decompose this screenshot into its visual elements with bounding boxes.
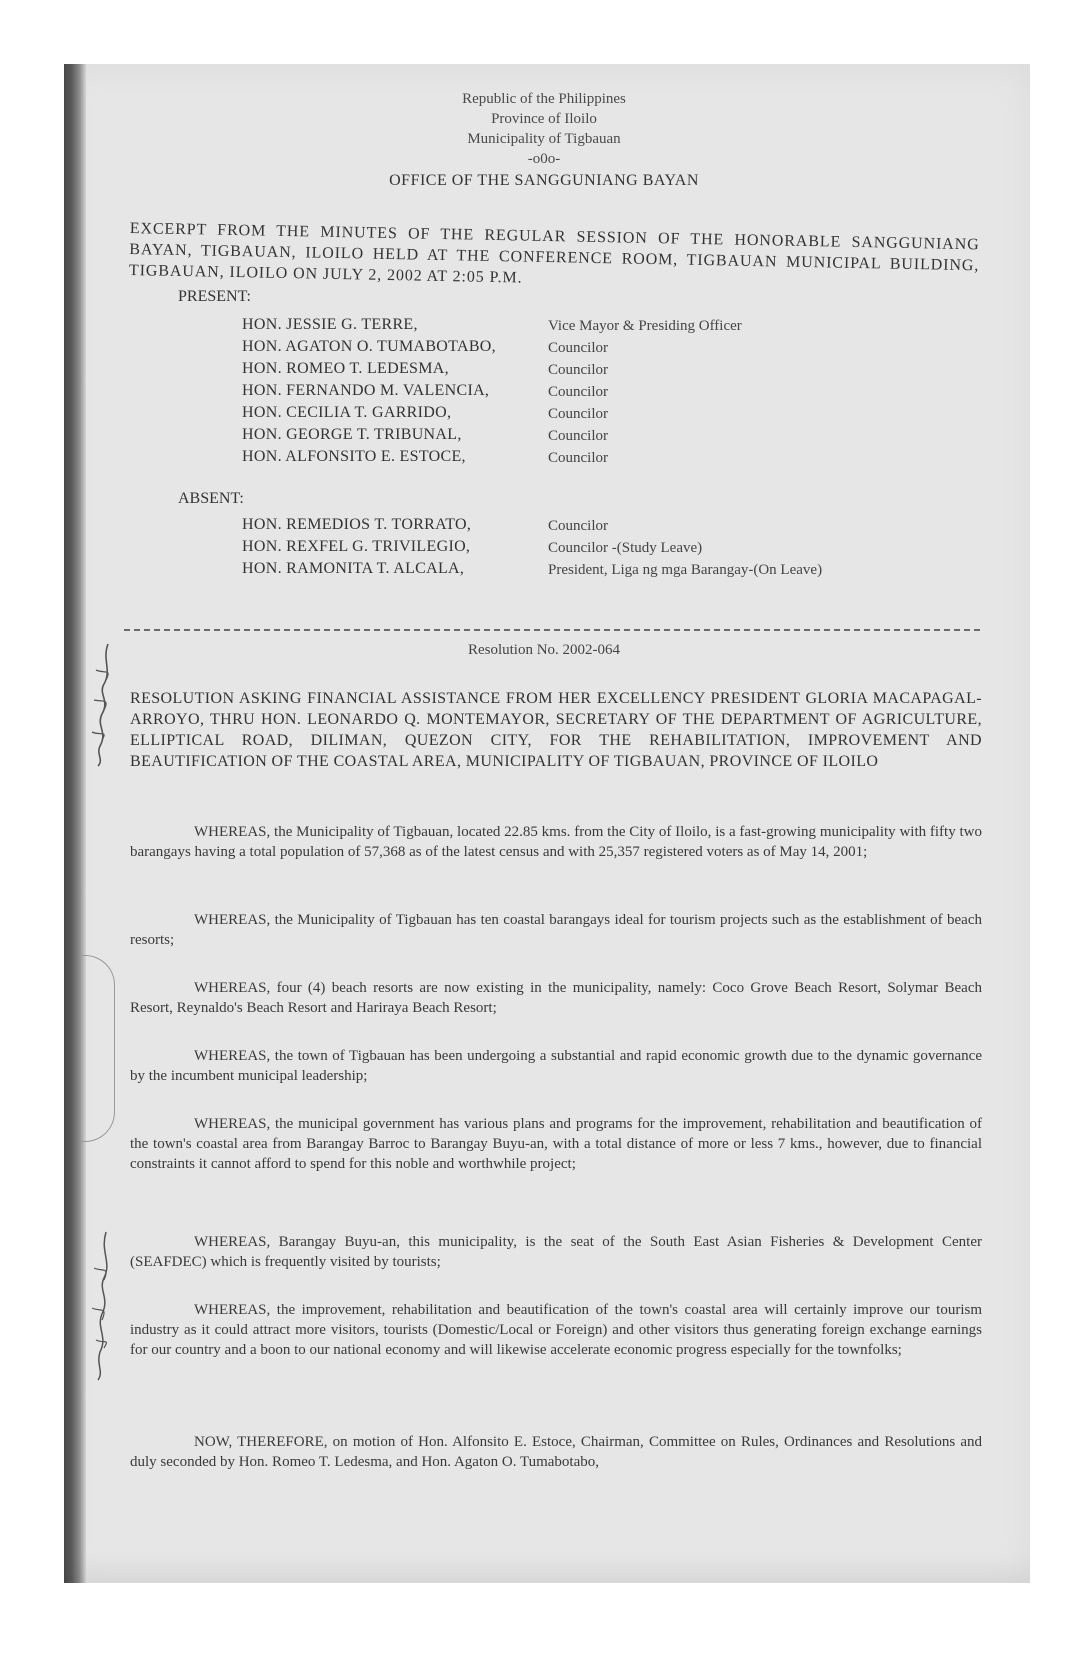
present-member-role: Councilor [548,384,608,400]
header-separator: -o0o- [527,151,561,167]
dashed-divider [124,629,980,631]
paragraph-text: WHEREAS, the municipal government has various plans and programs for the improvement, rehabilitation and beautification of the town's coastal area from Barangay Barroc to Barangay Buyu-an, with a total distance of more or less 7 kms., however, due to financial constraints it cannot afford to spend for this noble and worthwhile project; [130,1116,982,1172]
header-country: Republic of the Philippines [462,91,626,107]
now-therefore-paragraph [130,1432,982,1472]
whereas-paragraph [130,1232,982,1272]
paragraph-text: WHEREAS, four (4) beach resorts are now existing in the municipality, namely: Coco Grove Beach Resort, Solymar Beach Resort, Reynaldo's Beach Resort and Hariraya Beach Resort; [130,980,982,1016]
present-member-name: HON. FERNANDO M. VALENCIA, [242,382,490,399]
paragraph-text: WHEREAS, the improvement, rehabilitation and beautification of the town's coastal area will certainly improve our tourism industry as it could attract more visitors, tourists (Domestic/Local or Foreign) and other visitors thus generating foreign exchange earnings for our country and a boon to our national economy and will likewise accelerate economic progress especially for the townfolks; [130,1302,982,1358]
whereas-paragraph [130,978,982,1018]
present-member-name: HON. ALFONSITO E. ESTOCE, [242,448,466,465]
present-member-name: HON. JESSIE G. TERRE, [242,316,418,333]
resolution-title: RESOLUTION ASKING FINANCIAL ASSISTANCE FROM HER EXCELLENCY PRESIDENT GLORIA MACAPAGAL-ARROYO, THRU HON. LEONARDO Q. MONTEMAYOR, SECRETARY OF THE DEPARTMENT OF AGRICULTURE, ELLIPTICAL ROAD, DILIMAN, QUEZON CITY, FOR THE REHABILITATION, IMPROVEMENT AND BEAUTIFICATION OF THE COASTAL AREA, MUNICIPALITY OF TIGBAUAN, PROVINCE OF ILOILO [130,690,982,770]
absent-label: ABSENT: [178,490,244,507]
absent-member-role: Councilor [548,518,608,534]
paragraph-text: WHEREAS, Barangay Buyu-an, this municipality, is the seat of the South East Asian Fisheries & Development Center (SEAFDEC) which is frequently visited by tourists; [130,1234,982,1270]
header-municipality: Municipality of Tigbauan [467,131,621,147]
paragraph-text: NOW, THEREFORE, on motion of Hon. Alfonsito E. Estoce, Chairman, Committee on Rules, Ordinances and Resolutions and duly seconded by Hon. Romeo T. Ledesma, and Hon. Agaton O. Tumabotabo, [130,1434,982,1470]
absent-member-name: HON. REXFEL G. TRIVILEGIO, [242,538,471,555]
present-member-name: HON. GEORGE T. TRIBUNAL, [242,426,462,443]
present-member-name: HON. CECILIA T. GARRIDO, [242,404,452,421]
present-member-role: Vice Mayor & Presiding Officer [548,318,742,334]
absent-member-name: HON. REMEDIOS T. TORRATO, [242,516,472,533]
paragraph-text: WHEREAS, the town of Tigbauan has been undergoing a substantial and rapid economic growth due to the dynamic governance by the incumbent municipal leadership; [130,1048,982,1084]
resolution-number: Resolution No. 2002-064 [467,642,621,658]
present-member-role: Councilor [548,428,608,444]
absent-member-role: President, Liga ng mga Barangay-(On Leave) [548,562,823,578]
present-member-role: Councilor [548,362,608,378]
absent-member-name: HON. RAMONITA T. ALCALA, [242,560,465,577]
minutes-excerpt-heading: EXCERPT FROM THE MINUTES OF THE REGULAR SESSION OF THE HONORABLE SANGGUNIANG BAYAN, TIGBAUAN, ILOILO HELD AT THE CONFERENCE ROOM, TIGBAUAN MUNICIPAL BUILDING, TIGBAUAN, ILOILO ON JULY 2, 2002 AT 2:05 P.M. [128,219,980,287]
whereas-paragraph [130,1300,982,1360]
present-member-role: Councilor [548,450,608,466]
office-title: OFFICE OF THE SANGGUNIANG BAYAN [389,172,699,189]
present-member-name: HON. ROMEO T. LEDESMA, [242,360,449,377]
handwritten-initials-signature [86,640,122,770]
present-label: PRESENT: [178,288,251,305]
handwritten-signature [86,1228,122,1383]
binding-edge [64,64,86,1583]
page-bottom-shadow [64,1555,1030,1583]
present-member-role: Councilor [548,406,608,422]
header-province: Province of Iloilo [491,111,597,127]
whereas-paragraph [130,910,982,950]
absent-member-role: Councilor -(Study Leave) [548,540,703,556]
binding-hole-mark [82,955,115,1142]
paragraph-text: WHEREAS, the Municipality of Tigbauan has ten coastal barangays ideal for tourism projects such as the establishment of beach resorts; [130,912,982,948]
whereas-paragraph [130,1114,982,1174]
present-member-role: Councilor [548,340,608,356]
whereas-paragraph [130,822,982,862]
whereas-paragraph [130,1046,982,1086]
paragraph-text: WHEREAS, the Municipality of Tigbauan, located 22.85 kms. from the City of Iloilo, is a fast-growing municipality with fifty two barangays having a total population of 57,368 as of the latest census and with 25,357 registered voters as of May 14, 2001; [130,824,982,860]
present-member-name: HON. AGATON O. TUMABOTABO, [242,338,496,355]
